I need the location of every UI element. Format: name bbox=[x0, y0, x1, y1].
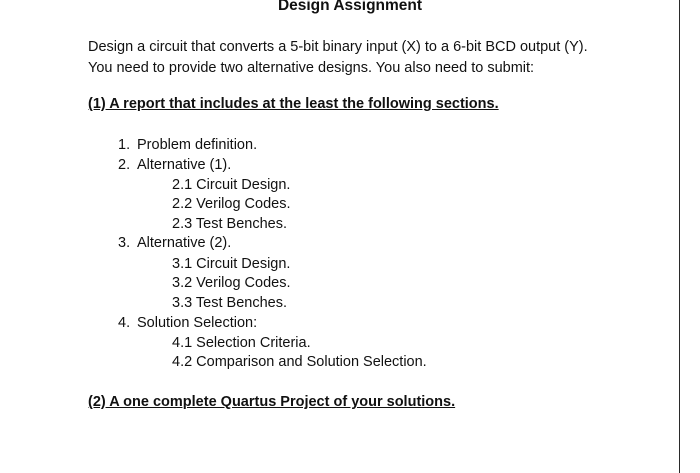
intro-paragraph bbox=[88, 37, 588, 79]
sub-item: 3.2 Verilog Codes. bbox=[172, 275, 291, 291]
list-label: Solution Selection: bbox=[137, 315, 258, 331]
list-label: Alternative (2). bbox=[137, 235, 232, 251]
list-label: Problem definition. bbox=[137, 137, 258, 153]
sub-item: 4.2 Comparison and Solution Selection. bbox=[172, 354, 427, 370]
document-title: Design Assignment bbox=[277, 0, 423, 14]
list-number: 3. bbox=[118, 235, 131, 251]
sub-item: 2.1 Circuit Design. bbox=[172, 177, 291, 193]
list-number: 4. bbox=[118, 315, 131, 331]
section-1-heading: (1) A report that includes at the least the following sections. bbox=[88, 96, 499, 112]
intro-line-1: Design a circuit that converts a 5-bit binary input (X) to a 6-bit BCD output (Y). bbox=[88, 39, 588, 55]
intro-line-2: You need to provide two alternative designs. You also need to submit: bbox=[88, 60, 535, 76]
sub-item: 4.1 Selection Criteria. bbox=[172, 335, 311, 351]
sub-item: 3.3 Test Benches. bbox=[172, 295, 288, 311]
sub-item: 3.1 Circuit Design. bbox=[172, 256, 291, 272]
sub-item: 2.2 Verilog Codes. bbox=[172, 196, 291, 212]
sub-item: 2.3 Test Benches. bbox=[172, 216, 288, 232]
page-edge-line bbox=[679, 0, 680, 473]
list-number: 1. bbox=[118, 137, 131, 153]
list-label: Alternative (1). bbox=[137, 157, 232, 173]
list-number: 2. bbox=[118, 157, 131, 173]
section-2-heading: (2) A one complete Quartus Project of your solutions. bbox=[88, 394, 456, 410]
